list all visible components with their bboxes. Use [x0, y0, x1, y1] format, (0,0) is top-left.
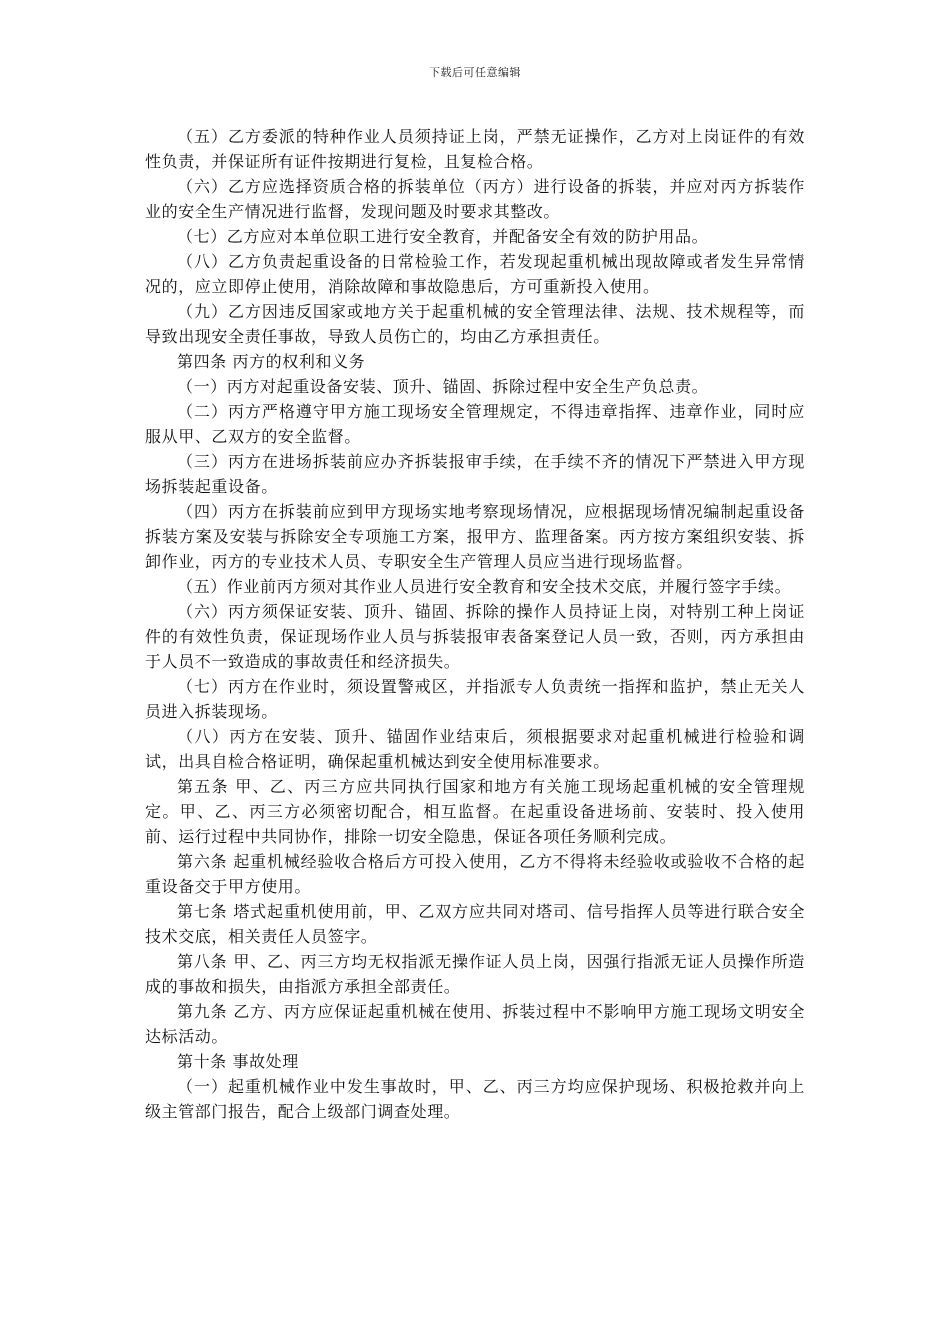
page-header: 下载后可任意编辑	[429, 66, 521, 79]
article-7: 第七条 塔式起重机使用前，甲、乙双方应共同对塔司、信号指挥人员等进行联合安全技术交底，相关责任人员签字。	[145, 902, 805, 946]
article-6: 第六条 起重机械经验收合格后方可投入使用，乙方不得将未经验收或验收不合格的起重设备交于甲方使用。	[145, 852, 805, 896]
article-4-item-5: （五）作业前丙方须对其作业人员进行安全教育和安全技术交底，并履行签字手续。	[177, 577, 792, 596]
document-body	[145, 124, 805, 1124]
clause-6-party-b-select-installer: （六）乙方应选择资质合格的拆装单位（丙方）进行设备的拆装，并应对丙方拆装作业的安全生产情况进行监督，发现问题及时要求其整改。	[145, 177, 805, 221]
article-4-item-3: （三）丙方在进场拆装前应办齐拆装报审手续，在手续不齐的情况下严禁进入甲方现场拆装起重设备。	[145, 452, 805, 496]
article-4-item-7: （七）丙方在作业时，须设置警戒区，并指派专人负责统一指挥和监护，禁止无关人员进入拆装现场。	[145, 677, 805, 721]
article-4-item-4: （四）丙方在拆装前应到甲方现场实地考察现场情况，应根据现场情况编制起重设备拆装方案及安装与拆除安全专项施工方案，报甲方、监理备案。丙方按方案组织安装、拆卸作业，丙方的专业技术人员、专职安全生产管理人员应当进行现场监督。	[145, 502, 805, 571]
clause-7-party-b-safety-education: （七）乙方应对本单位职工进行安全教育，并配备安全有效的防护用品。	[177, 227, 709, 246]
article-4-item-6: （六）丙方须保证安装、顶升、锚固、拆除的操作人员持证上岗，对特别工种上岗证件的有效性负责，保证现场作业人员与拆装报审表备案登记人员一致，否则，丙方承担由于人员不一致造成的事故责任和经济损失。	[145, 602, 805, 671]
clause-8-party-b-daily-inspection: （八）乙方负责起重设备的日常检验工作，若发现起重机械出现故障或者发生异常情况的，应立即停止使用，消除故障和事故隐患后，方可重新投入使用。	[145, 252, 805, 296]
article-4-item-1: （一）丙方对起重设备安装、顶升、锚固、拆除过程中安全生产负总责。	[177, 377, 709, 396]
article-4-item-8: （八）丙方在安装、顶升、锚固作业结束后，须根据要求对起重机械进行检验和调试，出具自检合格证明，确保起重机械达到安全使用标准要求。	[145, 727, 805, 771]
article-4-heading: 第四条 丙方的权利和义务	[177, 352, 366, 371]
article-10-heading: 第十条 事故处理	[177, 1052, 299, 1071]
clause-5-party-b-certified-staff: （五）乙方委派的特种作业人员须持证上岗，严禁无证操作，乙方对上岗证件的有效性负责，并保证所有证件按期进行复检，且复检合格。	[145, 127, 805, 171]
article-8: 第八条 甲、乙、丙三方均无权指派无操作证人员上岗，因强行指派无证人员操作所造成的事故和损失，由指派方承担全部责任。	[145, 952, 805, 996]
article-5: 第五条 甲、乙、丙三方应共同执行国家和地方有关施工现场起重机械的安全管理规定。甲、乙、丙三方必须密切配合，相互监督。在起重设备进场前、安装时、投入使用前、运行过程中共同协作，排除一切安全隐患，保证各项任务顺利完成。	[145, 777, 805, 846]
article-4-item-2: （二）丙方严格遵守甲方施工现场安全管理规定，不得违章指挥、违章作业，同时应服从甲、乙双方的安全监督。	[145, 402, 805, 446]
clause-9-party-b-liability: （九）乙方因违反国家或地方关于起重机械的安全管理法律、法规、技术规程等，而导致出现安全责任事故，导致人员伤亡的，均由乙方承担责任。	[145, 302, 805, 346]
article-10-item-1: （一）起重机械作业中发生事故时，甲、乙、丙三方均应保护现场、积极抢救并向上级主管部门报告，配合上级部门调查处理。	[145, 1077, 805, 1121]
article-9: 第九条 乙方、丙方应保证起重机械在使用、拆装过程中不影响甲方施工现场文明安全达标活动。	[145, 1002, 805, 1046]
